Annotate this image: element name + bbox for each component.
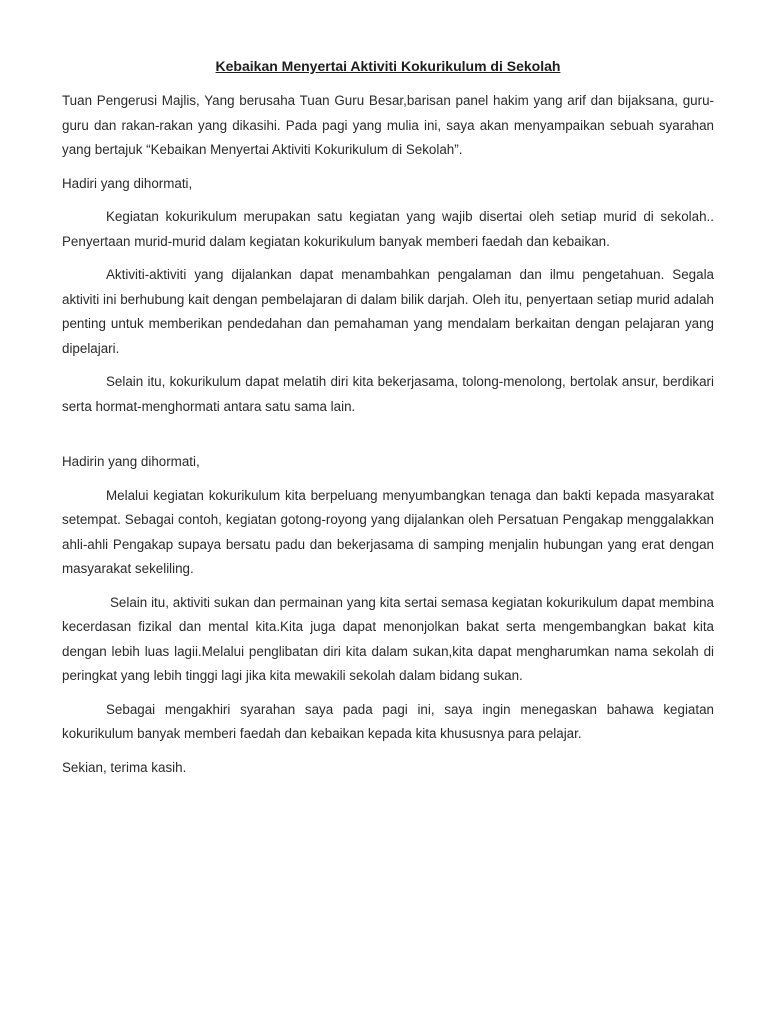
paragraph-6: Selain itu, aktiviti sukan dan permainan yang kita sertai semasa kegiatan kokurikulum dapat membina kecerdasan fizikal dan mental kita.Kita juga dapat menonjolkan bakat serta mengembangkan bakat kita dengan lebih luas lagii.Melalui penglibatan diri kita dalam sukan,kita dapat mengharumkan nama sekolah di peringkat yang lebih tinggi lagi jika kita mewakili sekolah dalam bidang sukan. [62,594,714,683]
salutation-2: Hadirin yang dihormati, [62,454,200,469]
document-title: Kebaikan Menyertai Aktiviti Kokurikulum di Sekolah [215,58,561,74]
paragraph-3: Aktiviti-aktiviti yang dijalankan dapat menambahkan pengalaman dan ilmu pengetahuan. Segala aktiviti ini berhubung kait dengan pembelajaran di dalam bilik darjah. Oleh itu, penyertaan setiap murid adalah penting untuk memberikan pendedahan dan pemahaman yang mendalam berkaitan dengan pelajaran yang dipelajari. [62,267,714,356]
opening-paragraph: Tuan Pengerusi Majlis, Yang berusaha Tuan Guru Besar,barisan panel hakim yang arif dan bijaksana, guru-guru dan rakan-rakan yang dikasihi. Pada pagi yang mulia ini, saya akan menyampaikan sebuah syarahan yang bertajuk “Kebaikan Menyertai Aktiviti Kokurikulum di Sekolah”. [62,93,714,157]
closing-line: Sekian, terima kasih. [62,759,187,775]
spacer [62,428,714,450]
document-body [62,55,714,789]
paragraph-7: Sebagai mengakhiri syarahan saya pada pagi ini, saya ingin menegaskan bahawa kegiatan kokurikulum banyak memberi faedah dan kebaikan kepada kita khususnya para pelajar. [62,701,714,741]
paragraph-2: Kegiatan kokurikulum merupakan satu kegiatan yang wajib disertai oleh setiap murid di sekolah.. Penyertaan murid-murid dalam kegiatan kokurikulum banyak memberi faedah dan kebaikan. [62,209,714,249]
salutation-1: Hadiri yang dihormati, [62,175,193,191]
paragraph-4: Selain itu, kokurikulum dapat melatih diri kita bekerjasama, tolong-menolong, bertolak ansur, berdikari serta hormat-menghormati antara satu sama lain. [62,374,714,414]
paragraph-5: Melalui kegiatan kokurikulum kita berpeluang menyumbangkan tenaga dan bakti kepada masyarakat setempat. Sebagai contoh, kegiatan gotong-royong yang dijalankan oleh Persatuan Pengakap menggalakkan ahli-ahli Pengakap supaya bersatu padu dan bekerjasama di samping menjalin hubungan yang erat dengan masyarakat sekeliling. [62,487,714,576]
